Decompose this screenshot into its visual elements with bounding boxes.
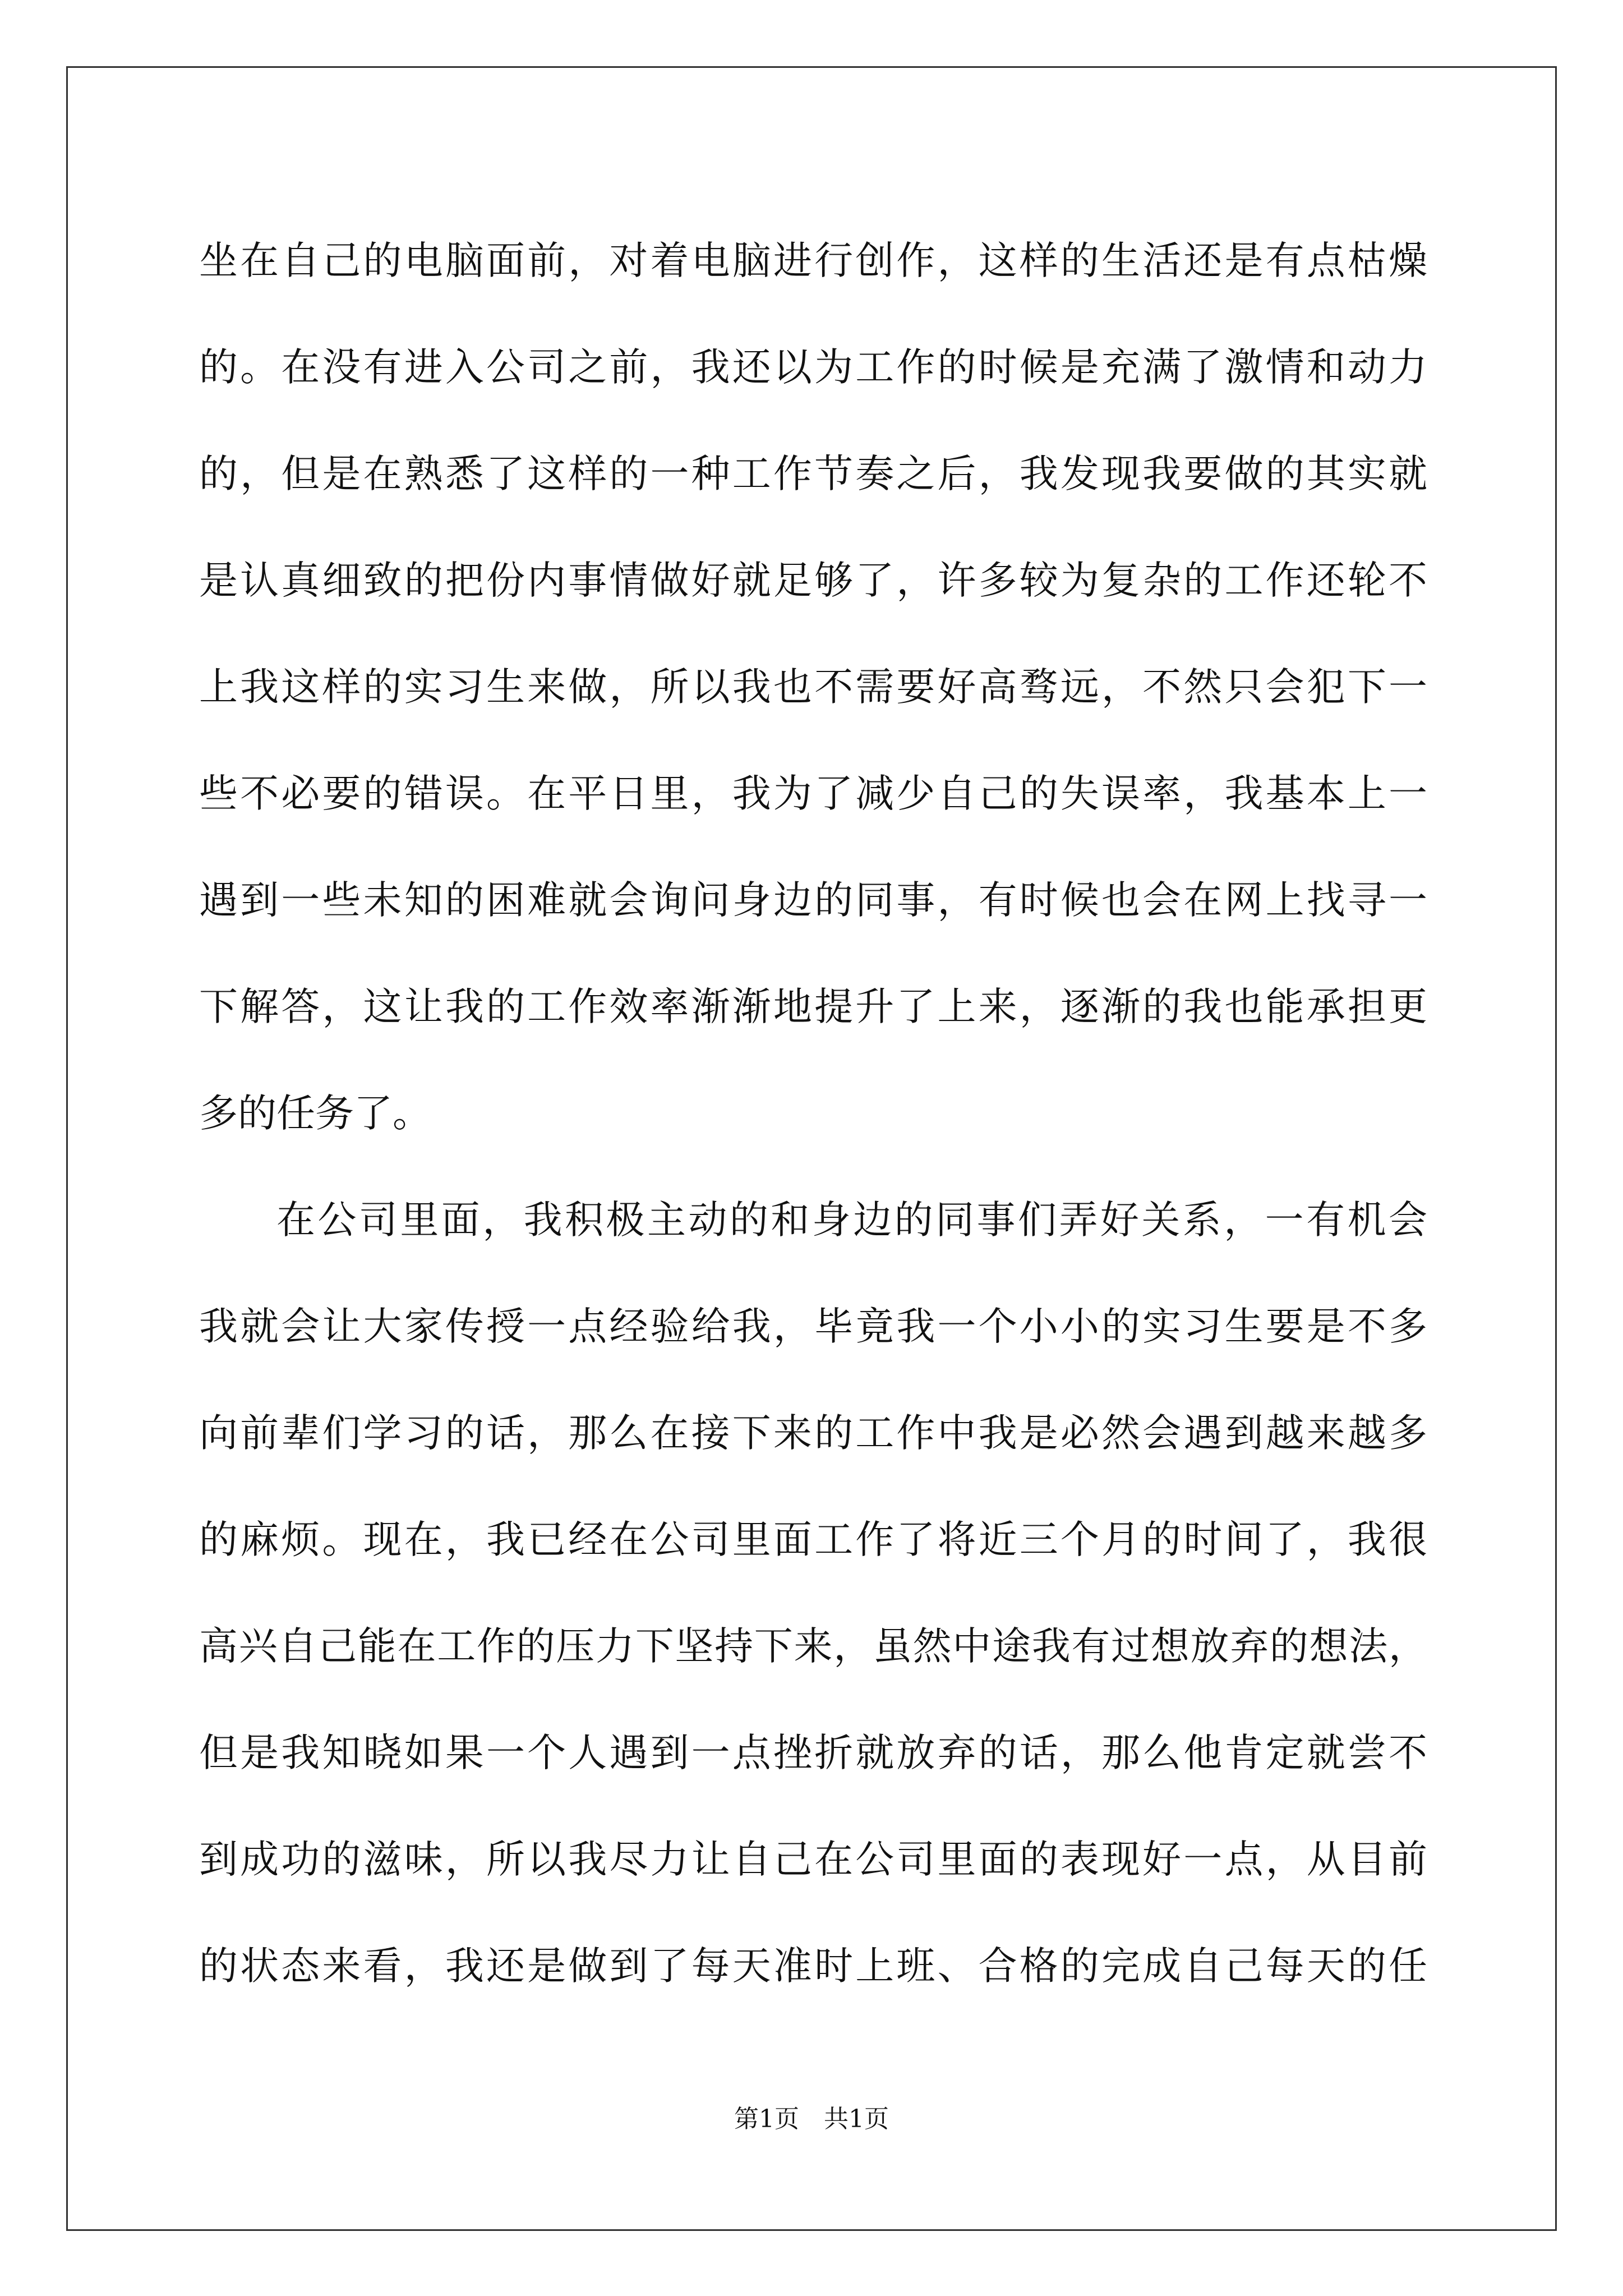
body-line: 上我这样的实习生来做，所以我也不需要好高骛远，不然只会犯下一 bbox=[199, 665, 1427, 710]
body-line: 向前辈们学习的话，那么在接下来的工作中我是必然会遇到越来越多 bbox=[199, 1411, 1427, 1456]
body-line: 但是我知晓如果一个人遇到一点挫折就放弃的话，那么他肯定就尝不 bbox=[199, 1731, 1427, 1775]
body-line: 到成功的滋味，所以我尽力让自己在公司里面的表现好一点，从目前 bbox=[199, 1837, 1427, 1882]
body-line: 的麻烦。现在，我已经在公司里面工作了将近三个月的时间了，我很 bbox=[199, 1517, 1427, 1562]
body-line: 下解答，这让我的工作效率渐渐地提升了上来，逐渐的我也能承担更 bbox=[199, 984, 1427, 1029]
body-line: 遇到一些未知的困难就会询问身边的同事，有时候也会在网上找寻一 bbox=[199, 878, 1427, 923]
body-line: 我就会让大家传授一点经验给我，毕竟我一个小小的实习生要是不多 bbox=[199, 1304, 1427, 1349]
paragraph-end-line: 多的任务了。 bbox=[199, 1091, 431, 1136]
page-footer: 第1页 共1页 bbox=[734, 2105, 889, 2133]
body-line: 是认真细致的把份内事情做好就足够了，许多较为复杂的工作还轮不 bbox=[199, 558, 1427, 603]
body-line: 的状态来看，我还是做到了每天准时上班、合格的完成自己每天的任 bbox=[199, 1944, 1427, 1989]
document-body bbox=[199, 208, 1427, 2019]
body-line: 高兴自己能在工作的压力下坚持下来，虽然中途我有过想放弃的想法， bbox=[199, 1624, 1427, 1669]
body-line: 的，但是在熟悉了这样的一种工作节奏之后，我发现我要做的其实就 bbox=[199, 452, 1427, 496]
body-line: 的。在没有进入公司之前，我还以为工作的时候是充满了激情和动力 bbox=[199, 345, 1427, 390]
body-line: 坐在自己的电脑面前，对着电脑进行创作，这样的生活还是有点枯燥 bbox=[199, 238, 1427, 283]
paragraph-start-line: 在公司里面，我积极主动的和身边的同事们弄好关系，一有机会 bbox=[276, 1198, 1427, 1243]
body-line: 些不必要的错误。在平日里，我为了减少自己的失误率，我基本上一 bbox=[199, 771, 1427, 816]
